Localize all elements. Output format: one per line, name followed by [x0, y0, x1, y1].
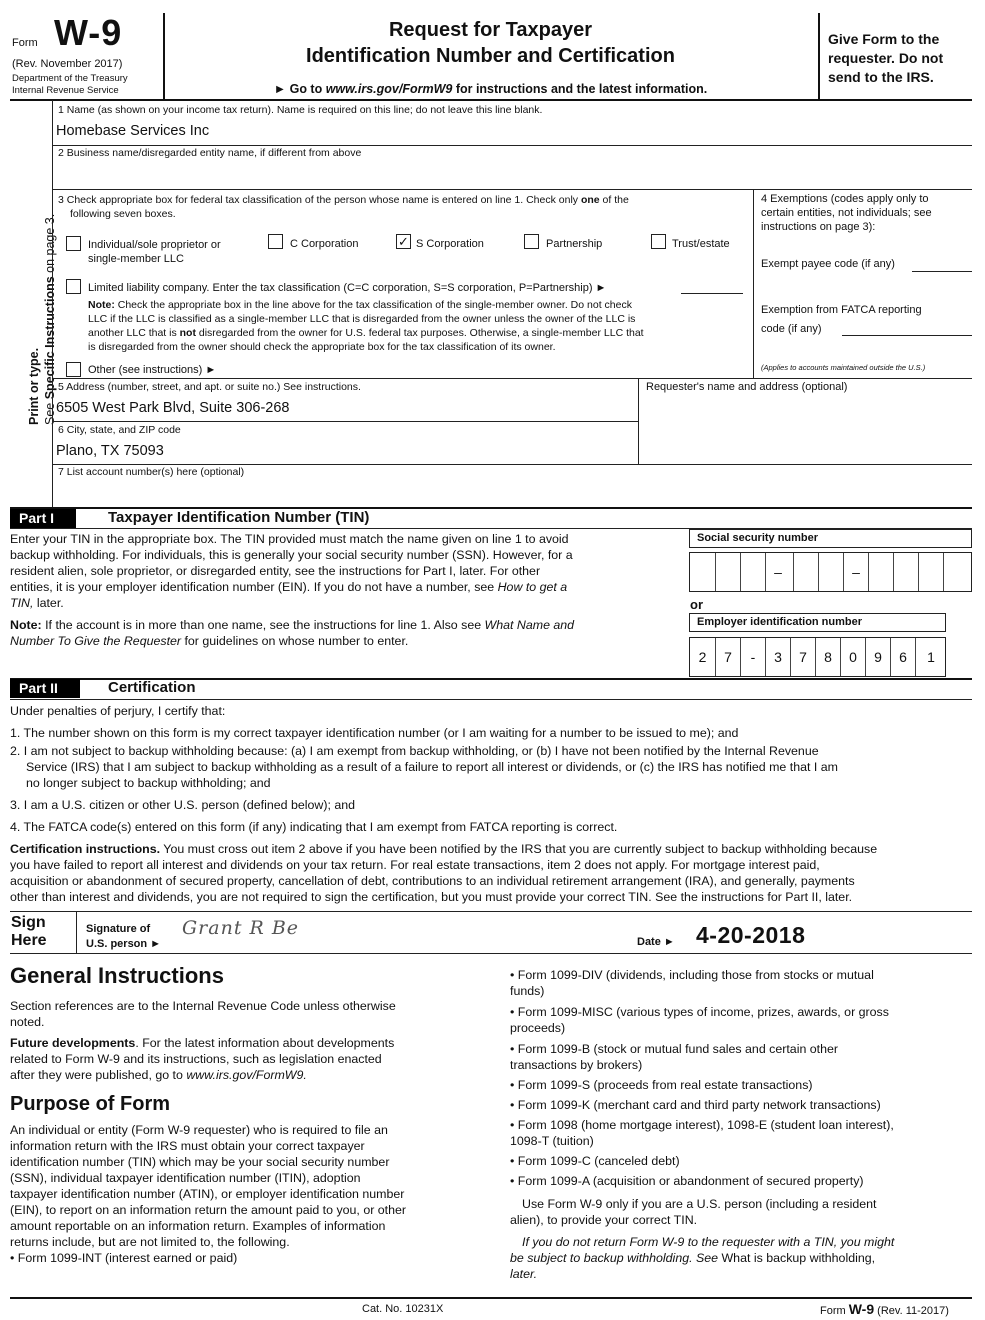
c-corporation-label: C Corporation: [290, 238, 359, 250]
part1-instructions: Enter your TIN in the appropriate box. The TIN provided must match the name given on line 1 to avoid backup withholding. For individuals, this is generally your social security number (SSN). However, for a resident alien, sole proprietor, or disregarded entity, see the instructions for Part I, later. For other entities, it is your employer identification number (EIN). If you do not have a number, see How to get a TIN, later.: [10, 532, 573, 610]
ssn-digit[interactable]: [715, 553, 740, 591]
signature-field[interactable]: Grant R Be: [182, 917, 300, 939]
form-title: [163, 17, 818, 69]
ein-field[interactable]: [689, 637, 946, 677]
ein-dash: -: [740, 638, 765, 676]
individual-checkbox[interactable]: [66, 236, 81, 251]
ein-digit[interactable]: 7: [715, 638, 740, 676]
department-name: Department of the Treasury: [12, 73, 128, 84]
list-item: • Form 1099-S (proceeds from real estate transactions): [510, 1078, 813, 1092]
list-item: • Form 1099-K (merchant card and third party network transactions): [510, 1098, 881, 1112]
line6-label: 6 City, state, and ZIP code: [58, 424, 181, 436]
ein-label: Employer identification number: [697, 616, 863, 628]
ein-label-box: [689, 613, 946, 632]
city-state-zip-field[interactable]: Plano, TX 75093: [56, 443, 164, 459]
list-item: • Form 1099-C (canceled debt): [510, 1154, 680, 1168]
sign-here-label: Sign Here: [11, 914, 47, 949]
side-instructions-label: Print or type. See Specific Instructions on page 3.: [27, 213, 57, 425]
ssn-label-box: [689, 529, 972, 548]
s-corporation-checkbox[interactable]: ✓: [396, 234, 411, 249]
part1-badge: Part I: [10, 509, 76, 528]
s-corporation-label: S Corporation: [416, 238, 484, 250]
ein-digit[interactable]: 3: [765, 638, 790, 676]
general-instructions-heading: General Instructions: [10, 963, 224, 988]
fatca-code-field[interactable]: [842, 335, 972, 336]
or-label: or: [690, 597, 703, 612]
other-checkbox[interactable]: [66, 362, 81, 377]
revision-date: (Rev. November 2017): [12, 58, 123, 70]
line3-label: 3 Check appropriate box for federal tax classification of the person whose name is entered on line 1. Check only one of the following seven boxes.: [58, 194, 629, 220]
fatca-applies-note: (Applies to accounts maintained outside the U.S.): [761, 363, 926, 372]
fatca-label: Exemption from FATCA reporting code (if any): [761, 304, 922, 335]
give-form-notice: Give Form to the requester. Do not send to the IRS.: [828, 31, 944, 85]
backup-withholding-paragraph: If you do not return Form W-9 to the requester with a TIN, you might: [522, 1235, 895, 1249]
line7-label: 7 List account number(s) here (optional): [58, 466, 245, 478]
certification-text: Under penalties of perjury, I certify that: 1. The number shown on this form is my correct taxpayer identification number (or I am waiting for a number to be issued to me); and 2. I am not subject to backup withholding because: (a) I am exempt from backup withholding, or (b) I have not been notified by the Internal Revenue Service (IRS) that I am subject to backup withholding as a result of a failure to report all interest or dividends, or (c) the IRS has notified me that I am no longer subject to backup withholding; and 3. I am a U.S. citizen or other U.S. person (defined below); and 4. The FATCA code(s) entered on this form (if any) indicating that I am exempt from FATCA reporting is correct. Certification instructions. You must cross out item 2 above if you have been notified by the IRS that you are currently subject to backup withholding because you have failed to report all interest and dividends on your tax return. For real estate transactions, item 2 does not apply. For mortgage interest paid, acquisition or abandonment of secured property, cancellation of debt, contributions to an individual retirement arrangement (IRA), and generally, payments other than interest and dividends, you are not required to sign the certification, but you must provide your correct TIN. See the instructions for Part II, later.: [10, 704, 878, 904]
signature-label: Signature of U.S. person ►: [86, 923, 162, 950]
ssn-digit[interactable]: [793, 553, 818, 591]
list-item: • Form 1099-B (stock or mutual fund sales and certain other transactions by brokers): [510, 1042, 839, 1072]
instructions-link-line: ► Go to www.irs.gov/FormW9 for instructions and the latest information.: [273, 82, 708, 96]
ein-digit[interactable]: 1: [915, 638, 946, 676]
list-item: • Form 1098 (home mortgage interest), 1098-E (student loan interest), 1098-T (tuition): [510, 1118, 894, 1148]
ein-digit[interactable]: 6: [890, 638, 915, 676]
list-item: • Form 1099-A (acquisition or abandonment of secured property): [510, 1174, 864, 1188]
other-label: Other (see instructions) ►: [88, 364, 217, 376]
ssn-dash: –: [765, 553, 790, 591]
form-word: Form: [12, 37, 38, 49]
part1-title: Taxpayer Identification Number (TIN): [108, 509, 370, 526]
future-developments: Future developments. For the latest information about developments related to Form W-9 and its instructions, such as legislation enacted after they were published, go to www.irs.gov/FormW9.: [10, 1036, 395, 1082]
date-label: Date ►: [637, 936, 675, 948]
list-item: • Form 1099-MISC (various types of income, prizes, awards, or gross proceeds): [510, 1005, 889, 1035]
service-name: Internal Revenue Service: [12, 85, 119, 96]
requester-label: Requester's name and address (optional): [646, 381, 848, 393]
ssn-digit[interactable]: [943, 553, 972, 591]
title-line-1: Request for Taxpayer: [388, 19, 593, 41]
section-references: Section references are to the Internal Revenue Code unless otherwise noted.: [10, 999, 396, 1029]
irs-link[interactable]: www.irs.gov/FormW9.: [186, 1068, 307, 1082]
part2-badge: Part II: [10, 679, 80, 698]
exemptions-label: 4 Exemptions (codes apply only to certain entities, not individuals; see instructions on page 3):: [761, 193, 932, 233]
ssn-digit[interactable]: [740, 553, 765, 591]
ein-digit[interactable]: 7: [790, 638, 815, 676]
ssn-digit[interactable]: [918, 553, 943, 591]
llc-checkbox[interactable]: [66, 279, 81, 294]
instructions-link[interactable]: www.irs.gov/FormW9: [325, 82, 453, 96]
part1-note: Note: If the account is in more than one name, see the instructions for line 1. Also see What Name and Number To Give the Requester for guidelines on whose number to enter.: [10, 618, 575, 648]
llc-label: Limited liability company. Enter the tax classification (C=C corporation, S=S corporation, P=Partnership) ►: [88, 282, 607, 294]
use-form-paragraph: Use Form W-9 only if you are a U.S. person (including a resident: [522, 1197, 877, 1211]
part2-title: Certification: [108, 679, 196, 696]
catalog-number: Cat. No. 10231X: [362, 1303, 444, 1315]
line1-label: 1 Name (as shown on your income tax return). Name is required on this line; do not leave this line blank.: [58, 104, 543, 116]
ssn-digit[interactable]: [690, 553, 715, 591]
footer-form-id: Form W-9 (Rev. 11-2017): [820, 1301, 949, 1317]
ein-digit[interactable]: 2: [698, 649, 707, 665]
trust-estate-label: Trust/estate: [672, 238, 730, 250]
address-field[interactable]: 6505 West Park Blvd, Suite 306-268: [56, 400, 290, 416]
business-name-field[interactable]: [56, 166, 956, 184]
ssn-digit[interactable]: [818, 553, 843, 591]
list-item: • Form 1099-INT (interest earned or paid): [10, 1251, 238, 1265]
line5-label: 5 Address (number, street, and apt. or suite no.) See instructions.: [58, 381, 361, 393]
llc-classification-field[interactable]: [681, 293, 743, 294]
ssn-label: Social security number: [697, 532, 819, 544]
purpose-text: An individual or entity (Form W-9 requester) who is required to file an information return with the IRS must obtain your correct taxpayer identification number (TIN) which may be your social security number (SSN), individual taxpayer identification number (ITIN), adoption taxpayer identification number (ATIN), or employer identification number (EIN), to report on an information return the amount paid to you, or other amount reportable on an information return. Examples of information returns include, but are not limited to, the following. • Form 1099-INT (interest earned or paid): [10, 1122, 490, 1266]
ssn-field[interactable]: [689, 552, 972, 592]
ein-digit[interactable]: 8: [815, 638, 840, 676]
list-item: • Form 1099-DIV (dividends, including those from stocks or mutual funds): [510, 968, 874, 998]
ein-digit[interactable]: 9: [865, 638, 890, 676]
partnership-label: Partnership: [546, 238, 603, 250]
ssn-dash: –: [843, 553, 868, 591]
form-number: W-9: [54, 12, 123, 53]
individual-label: Individual/sole proprietor or single-member LLC: [88, 239, 221, 265]
c-corporation-checkbox[interactable]: [268, 234, 283, 249]
title-line-2: Identification Number and Certification: [306, 45, 675, 67]
line2-label: 2 Business name/disregarded entity name, if different from above: [58, 147, 362, 159]
trust-estate-checkbox[interactable]: [651, 234, 666, 249]
exempt-payee-field[interactable]: [912, 271, 972, 272]
partnership-checkbox[interactable]: [524, 234, 539, 249]
form-list: • Form 1099-DIV (dividends, including those from stocks or mutual funds) • Form 1099-MISC (various types of income, prizes, awards, or gross proceeds) • Form 1099-B (stock or mutual fund sales and certain other transactions by brokers) • Form 1099-S (proceeds from real estate transactions) • Form 1099-K (merchant card and third party network transactions) • Form 1098 (home mortgage interest), 1098-E (student loan interest), 1098-T (tuition) • Form 1099-C (canceled debt) • Form 1099-A (acquisition or abandonment of secured property) Use Form W-9 only if you are a U.S. person (including a resident alien), to provide your correct TIN. If you do not return Form W-9 to the requester with a TIN, you might be subject to backup withholding. See What is backup withholding, later.: [510, 967, 972, 1282]
ein-digit[interactable]: 0: [840, 638, 865, 676]
exempt-payee-label: Exempt payee code (if any): [761, 258, 895, 270]
purpose-heading: Purpose of Form: [10, 1093, 171, 1115]
ssn-digit[interactable]: [868, 553, 893, 591]
date-field[interactable]: 4-20-2018: [696, 922, 806, 948]
ssn-digit[interactable]: [893, 553, 918, 591]
name-field[interactable]: Homebase Services Inc: [56, 123, 210, 139]
llc-note: Note: Check the appropriate box in the line above for the tax classification of the single-member owner. Do not check LLC if the LLC is classified as a single-member LLC that is disregarded from the owner unless the owner of the LLC is another LLC that is not disregarded from the owner for U.S. federal tax purposes. Otherwise, a single-member LLC that is disregarded from the owner should check the appropriate box for the tax classification of its owner.: [88, 299, 644, 353]
